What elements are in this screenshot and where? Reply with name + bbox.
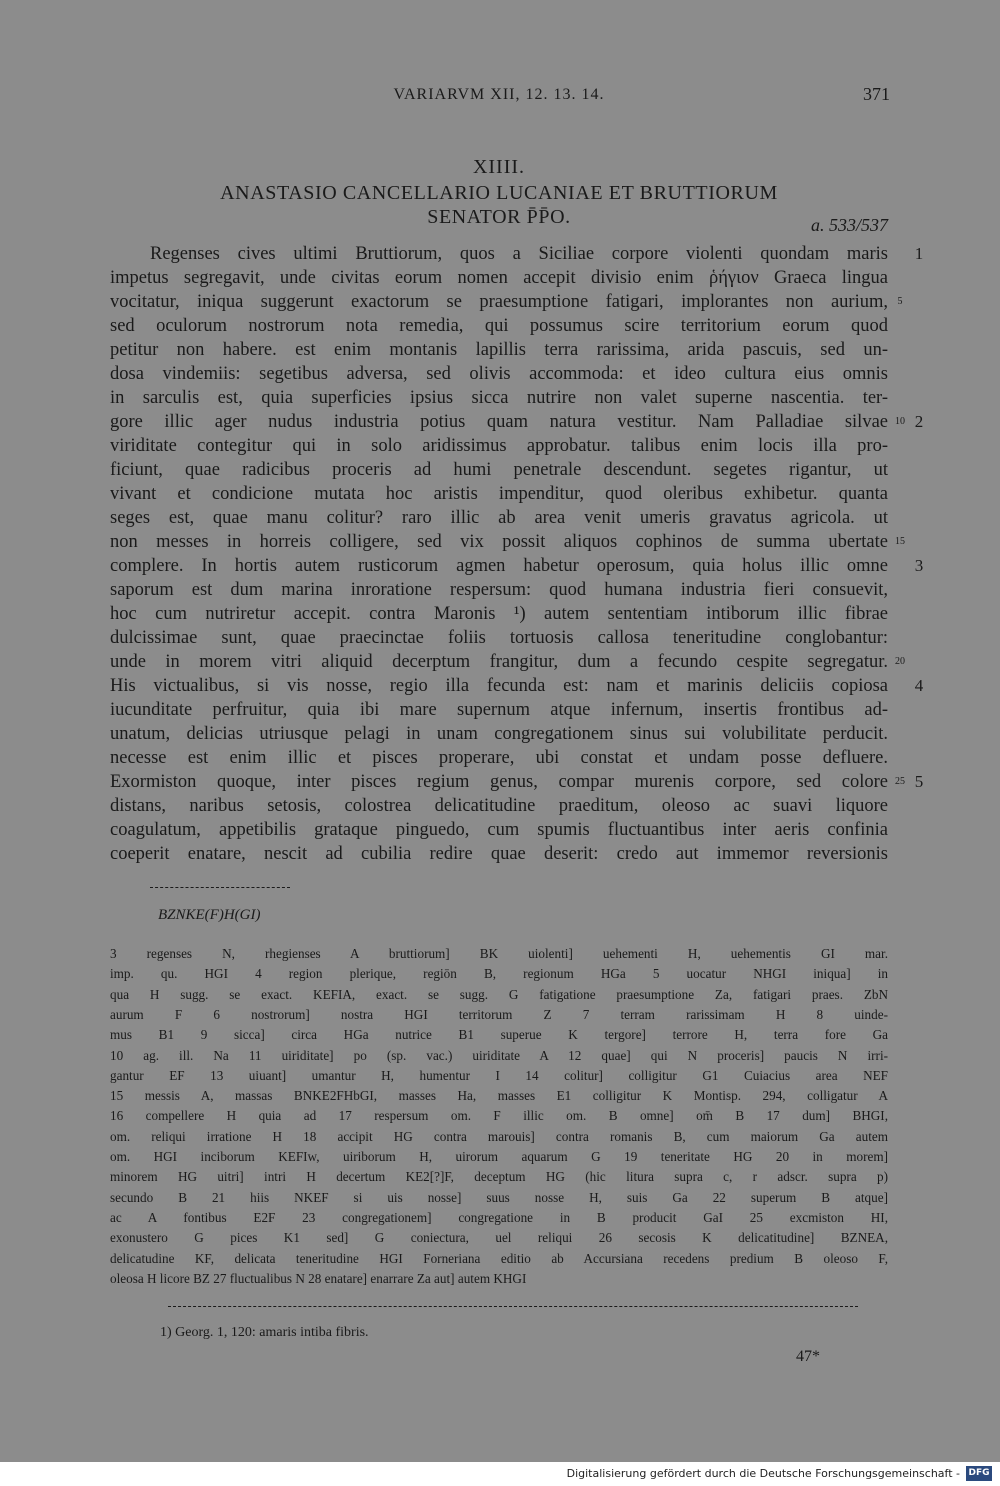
footnote: 1) Georg. 1, 120: amaris intiba fibris. [160,1325,369,1340]
line-number: 5 [897,296,903,307]
line-number: 25 [895,776,905,787]
divider [150,887,290,888]
text-line: ficiunt, quae radicibus proceris ad humi penetrale descendunt. segetes rigantur, ut [110,460,888,480]
text-line: iucunditate perfruitur, quia ibi mare supernum atque infernum, insertis frontibus ad- [110,700,888,720]
text-line: vocitatur, iniqua suggerunt exactorum se praesumptione fatigari, implorantes non aurium, [110,292,888,312]
text-line: saporum est dum marina inroratione respersum: quod humana industria fieri consuevit, [110,580,888,600]
section-number: 2 [914,412,924,431]
apparatus-line: secundo B 21 hiis NKEF si uis nosse] suus nosse H, suis Ga 22 superum B atque] [110,1189,888,1205]
text-line: dulcissimae sunt, quae praecinctae foliis tortuosis callosa teneritudine conglobantur: [110,628,888,648]
text-line: coeperit enatare, nescit ad cubilia redire quae deserit: credo aut immemor reversionis [110,844,888,864]
apparatus-line: 3 regenses N, rhegienses A bruttiorum] BK uiolenti] uehementi H, uehementis GI mar. [110,946,888,961]
apparatus-line: mus B1 9 sicca] circa HGa nutrice B1 superue K tergore] terrore H, terra fore Ga [110,1027,888,1043]
text-line: Regenses cives ultimi Bruttiorum, quos a Siciliae corpore violenti quondam maris [150,244,888,264]
funding-text: Digitalisierung gefördert durch die Deutsche Forschungsgemeinschaft - [566,1467,960,1480]
apparatus-line: gantur EF 13 uiuant] umantur H, humentur I 14 colitur] colligitur G1 Cuiacius area NEF [110,1067,888,1083]
dfg-logo: DFG [966,1466,992,1481]
text-line: petitur non habere. est enim montanis lapillis terra rarissima, arida pascuis, sed un- [110,340,888,360]
apparatus-line: aurum F 6 nostrorum] nostra HGI territorum Z 7 terram rarissimam H 8 uinde- [110,1006,888,1022]
text-line: non messes in horreis colligere, sed vix possit aliquos cophinos de summa ubertate [110,532,888,552]
text-line: distans, naribus setosis, colostrea delicatitudine praeditum, oleoso ac suavi liquore [110,796,888,816]
section-number: 4 [914,676,924,695]
apparatus-line: delicatudine KF, delicata teneritudine HGI Forneriana editio ab Accursiana recedens predium B oleoso F, [110,1250,888,1266]
text-line: coagulatum, appetibilis grataque pinguedo, cum spumis fluctuantibus inter aeris confinia [110,820,888,840]
letter-number: XIIII. [472,156,526,178]
signature-mark: 47* [796,1348,820,1365]
apparatus-line: imp. qu. HGI 4 region plerique, regiōn B, regionum HGa 5 uocatur NHGI iniqua] in [110,966,888,982]
text-line: dosa vindemiis: segetibus adversa, sed olivis accommoda: et ideo cultura eius omnis [110,364,888,384]
section-number: 3 [914,556,924,575]
apparatus-line: minorem HG uitri] intri H decertum KE2[?]F, deceptum HG (hic litura supra c, r adscr. supra p) [110,1169,888,1185]
funding-footer [0,1462,1000,1486]
apparatus-line: 10 ag. ill. Na 11 uiriditate] po (sp. vac.) uiriditate A 12 quae] qui N proceris] paucis N irri- [110,1047,888,1063]
text-line: hoc cum nutriretur accepit. contra Maronis ¹) autem sententiam intiborum illic fibrae [110,604,888,624]
manuscript-sigla: BZNKE(F)H(GI) [158,907,261,923]
text-line: in sarculis est, quia superficies ipsius sicca nutrire non valet superne nascentia. ter- [110,388,888,408]
line-number: 10 [895,416,905,427]
section-number: 1 [914,244,924,263]
footnote-rule [168,1306,858,1307]
text-line: unde in morem vitri aliquid decerptum frangitur, dum a fecundo cespite segregatur. [110,652,888,672]
apparatus-line: ac A fontibus E2F 23 congregationem] congregatione in B producit GaI 25 excmiston HI, [110,1209,888,1225]
running-title: VARIARVM XII, 12. 13. 14. [393,86,605,103]
letter-title-line2: SENATOR P̄P̄O. [427,206,571,228]
apparatus-line: exonustero G pices K1 sed] G coniectura, uel reliqui 26 secosis K delicatitudine] BZNEA, [110,1230,888,1246]
letter-title: ANASTASIO CANCELLARIO LUCANIAE ET BRUTTIORUM [220,182,778,204]
text-line: Exormiston quoque, inter pisces regium genus, compar murenis corpore, sed colore [110,772,888,792]
text-line: viriditate contegitur qui in solo aridissimus approbatur. talibus enim locis illa pro- [110,436,888,456]
section-number: 5 [914,772,924,791]
line-number: 15 [895,536,905,547]
text-line: complere. In hortis autem rusticorum agmen habetur operosum, quia holus illic omne [110,556,888,576]
apparatus-line: 16 compellere H quia ad 17 respersum om. F illic om. B omne] om̄ B 17 dum] BHGI, [110,1108,888,1124]
apparatus-line: 15 messis A, massas BNKE2FHbGI, masses Ha, masses E1 colligitur K Montisp. 294, colligatur A [110,1088,888,1104]
text-line: necesse est enim illic et pisces properare, ubi constat et undam posse defluere. [110,748,888,768]
line-number: 20 [895,656,905,667]
text-line: gore illic ager nudus industria potius quam natura vestitur. Nam Palladiae silvae [110,412,888,432]
apparatus-line: om. reliqui irratione H 18 accipit HG contra marouis] contra romanis B, cum maiorum Ga autem [110,1128,888,1144]
apparatus-line: qua H sugg. se exact. KEFIA, exact. se sugg. G fatigatione praesumptione Za, fatigari praes. ZbN [110,986,888,1002]
text-line: sed oculorum nostrorum nota remedia, qui possumus scire territorium eorum quod [110,316,888,336]
apparatus-line: oleosa H licore BZ 27 fluctualibus N 28 enatare] enarrare Za aut] autem KHGI [110,1270,527,1286]
text-line: His victualibus, si vis nosse, regio illa fecunda est: nam et marinis deliciis copiosa [110,676,888,696]
page-number: 371 [863,84,890,104]
text-line: vivant et condicione mutata hoc aristis impenditur, quod oleribus exhibetur. quanta [110,484,888,504]
text-line: seges est, quae manu colitur? raro illic ab area venit umeris gravatus agricola. ut [110,508,888,528]
text-line: unatum, delicias utriusque pelagi in unam congregationem sinus sui volubilitate perducit. [110,724,888,744]
letter-date: a. 533/537 [810,215,888,235]
apparatus-line: om. HGI inciborum KEFIw, uiriborum H, uirorum aquarum G 19 teneritate HG 20 in morem] [110,1149,888,1164]
text-line: impetus segregavit, unde civitas eorum nomen accepit divisio enim ῥήγιον Graeca lingua [110,268,888,288]
